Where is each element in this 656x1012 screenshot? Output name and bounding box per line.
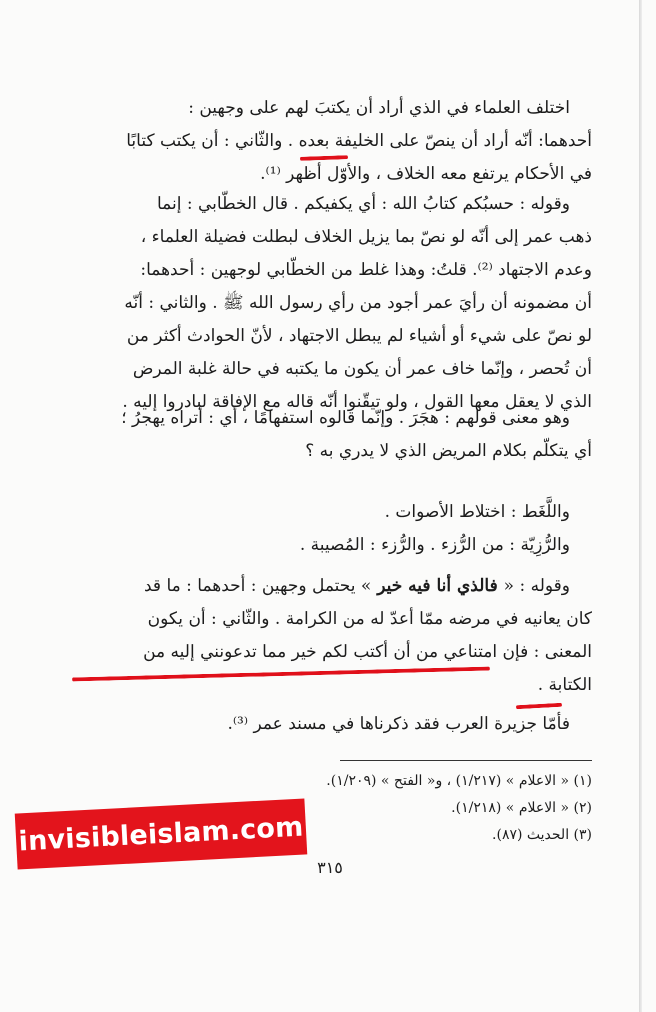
text-line: أحدهما: أنّه أراد أن ينصّ على الخليفة بعده . والثّاني : أن يكتب كتابًا [126, 131, 592, 151]
footnote: (٣) الحديث (٨٧). [492, 827, 592, 843]
text-line: اختلف العلماء في الذي أراد أن يكتبَ لهم على وجهين : [188, 98, 570, 118]
text-line: لو نصّ على شيء أو أشياء لم يبطل الاجتهاد ، لأنّ الحوادث أكثر من [126, 326, 592, 346]
text-line: فأمّا جزيرة العرب فقد ذكرناها في مسند عمر ⁽³⁾. [227, 714, 570, 734]
page-number: ٣١٥ [317, 858, 343, 877]
text-fragment: » يحتمل وجهين : أحدهما : ما قد [143, 576, 372, 596]
text-line: وهو معنى قولهم : هجَرَ . وإنّما قالوه استفهامًا ، أي : أتراه يهجرُ ؛ [121, 408, 570, 428]
text-line: وعدم الاجتهاد ⁽²⁾. قلتُ: وهذا غلط من الخطّابي لوجهين : أحدهما: [140, 260, 592, 280]
text-line: في الأحكام يرتفع معه الخلاف ، والأوّل أظهر ⁽¹⁾. [260, 164, 592, 184]
text-line: كان يعانيه في مرضه ممّا أعدّ له من الكرامة . والثّاني : أن يكون [147, 609, 592, 629]
watermark-text: invisibleislam.com [17, 811, 305, 857]
text-fragment: وقوله : « [503, 576, 570, 596]
highlighted-line: الكتابة . [537, 675, 592, 695]
text-line: والرُّزِيّة : من الرُّزء . والرُّزء : المُصيبة . [299, 535, 570, 555]
text-line: وقوله : حسبُكم كتابُ الله : أي يكفيكم . قال الخطّابي : إنما [156, 194, 570, 214]
watermark-banner [15, 798, 308, 869]
paragraph-4 [52, 496, 592, 562]
text-line: أن مضمونه أن رأيَ عمر أجود من رأي رسول الله ﷺ . والثاني : أنّه [124, 293, 592, 313]
text-line: أن تُحصر ، وإنّما خاف عمر أن يكون ما يكتبه في حالة غلبة المرض [132, 359, 592, 379]
paragraph-1 [52, 92, 592, 191]
text-line: واللَّغَط : اختلاط الأصوات . [384, 502, 570, 522]
text-line: الذي لا يعقل معها القول ، ولو تيقّنوا أنّه قاله مع الإفاقة لبادروا إليه . [122, 392, 592, 412]
footnote: (١) « الاعلام » (١/٢١٧) ، و« الفتح » (١/٢٠٩). [326, 773, 592, 789]
paragraph-5 [52, 570, 592, 702]
footnote-separator [340, 760, 592, 761]
text-line: ذهب عمر إلى أنّه لو نصّ بما يزيل الخلاف لبطلت فضيلة العلماء ، [140, 227, 592, 247]
highlighted-line: المعنى : فإن امتناعي من أن أكتب لكم خير مما تدعونني إليه من [143, 642, 592, 662]
page-edge [639, 0, 642, 1012]
text-line: أي يتكلّم بكلام المريض الذي لا يدري به ؟ [305, 441, 592, 461]
text-line [52, 570, 592, 602]
paragraph-2 [52, 188, 592, 419]
footnote: (٢) « الاعلام » (١/٢١٨). [451, 800, 592, 816]
paragraph-3 [52, 402, 592, 468]
quoted-phrase: فالذي أنا فيه خير [371, 576, 504, 596]
paragraph-6 [52, 708, 592, 741]
